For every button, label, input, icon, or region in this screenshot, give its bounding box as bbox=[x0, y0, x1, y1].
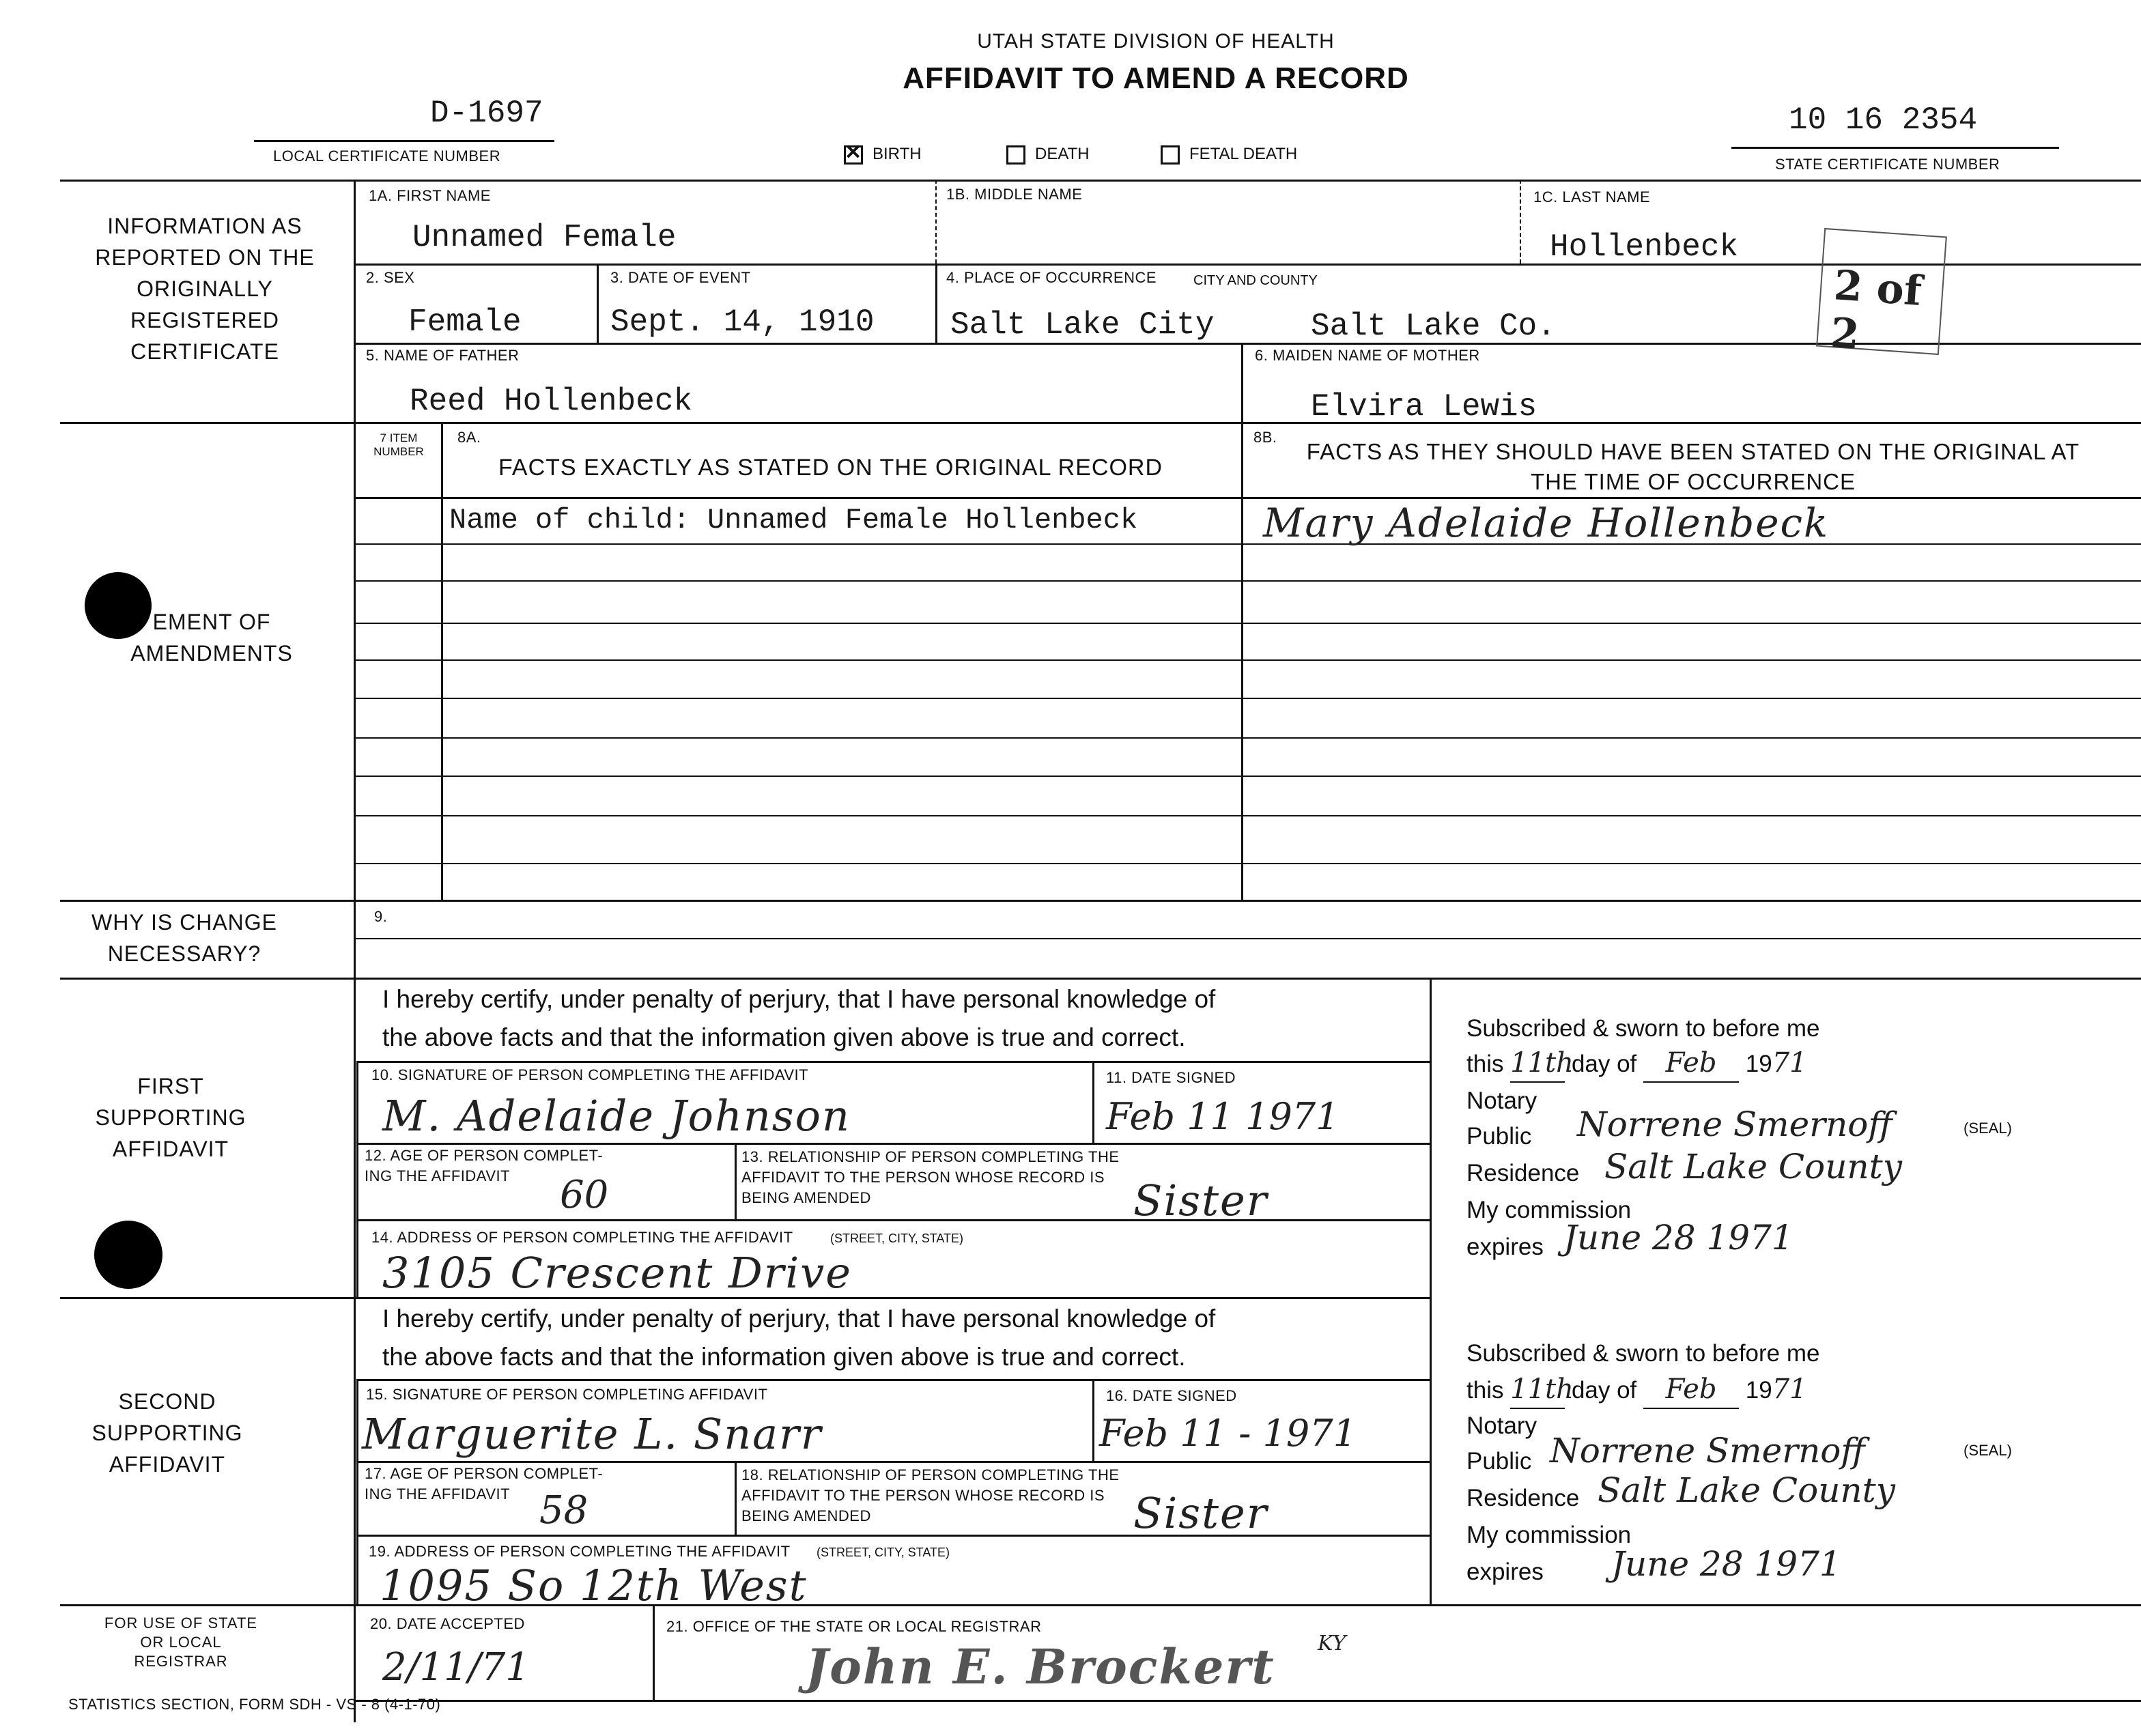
notary1-residence-value[interactable]: Salt Lake County bbox=[1604, 1147, 1902, 1186]
first-age-value[interactable]: 60 bbox=[560, 1173, 609, 1217]
notary1-date-line bbox=[1466, 1044, 1807, 1083]
first-certify-line-2: the above facts and that the information given above is true and correct. bbox=[382, 1023, 1186, 1051]
local-certificate-number: D-1697 bbox=[430, 96, 543, 131]
first-relationship-label-3: BEING AMENDED bbox=[741, 1189, 871, 1206]
notary2-month-value[interactable]: Feb bbox=[1643, 1371, 1739, 1409]
first-name-value: Unnamed Female bbox=[412, 220, 677, 255]
row1-original-value: Name of child: Unnamed Female Hollenbeck bbox=[449, 504, 1138, 537]
section-label-why: WHY IS CHANGE NECESSARY? bbox=[91, 910, 277, 966]
father-name-value: Reed Hollenbeck bbox=[410, 384, 693, 419]
notary2-year-suffix[interactable]: 71 bbox=[1772, 1374, 1807, 1405]
second-date-signed-label: 16. DATE SIGNED bbox=[1106, 1387, 1237, 1404]
county-value: Salt Lake Co. bbox=[1311, 309, 1556, 344]
first-age-label-1: 12. AGE OF PERSON COMPLET- bbox=[365, 1147, 604, 1164]
first-signature-label: 10. SIGNATURE OF PERSON COMPLETING THE AFFIDAVIT bbox=[371, 1066, 809, 1083]
first-signature-value[interactable]: M. Adelaide Johnson bbox=[382, 1091, 851, 1141]
first-date-signed-value[interactable]: Feb 11 1971 bbox=[1106, 1095, 1339, 1138]
city-value: Salt Lake City bbox=[950, 307, 1215, 343]
section-label-info: INFORMATION AS REPORTED ON THE ORIGINALLY REGISTERED CERTIFICATE bbox=[95, 214, 315, 364]
section-label-registrar: FOR USE OF STATE OR LOCAL REGISTRAR bbox=[104, 1614, 258, 1670]
date-of-event-label: 3. DATE OF EVENT bbox=[610, 269, 751, 286]
second-signature-label: 15. SIGNATURE OF PERSON COMPLETING AFFIDAVIT bbox=[366, 1386, 768, 1403]
second-address-value[interactable]: 1095 So 12th West bbox=[380, 1561, 808, 1610]
notary1-month-value[interactable]: Feb bbox=[1643, 1044, 1739, 1083]
checkbox-death[interactable] bbox=[1006, 145, 1090, 165]
item-number-label: 7 ITEM NUMBER bbox=[373, 431, 424, 458]
notary1-name-value[interactable]: Norrene Smernoff bbox=[1577, 1105, 1892, 1144]
second-signature-value[interactable]: Marguerite L. Snarr bbox=[362, 1409, 823, 1459]
first-address-sub-label: (STREET, CITY, STATE) bbox=[830, 1232, 964, 1245]
first-date-signed-label: 11. DATE SIGNED bbox=[1106, 1069, 1236, 1086]
sex-label: 2. SEX bbox=[366, 269, 415, 286]
notary2-this: this bbox=[1466, 1377, 1504, 1404]
column-8a-title: FACTS EXACTLY AS STATED ON THE ORIGINAL RECORD bbox=[498, 455, 1163, 481]
first-certify-line-1: I hereby certify, under penalty of perjury, that I have personal knowledge of bbox=[382, 985, 1216, 1013]
second-age-value[interactable]: 58 bbox=[539, 1488, 589, 1533]
mother-name-value: Elvira Lewis bbox=[1311, 389, 1537, 425]
notary2-name-value[interactable]: Norrene Smernoff bbox=[1550, 1431, 1865, 1470]
notary1-commission-label: My commission bbox=[1466, 1197, 1632, 1223]
date-accepted-value[interactable]: 2/11/71 bbox=[382, 1645, 530, 1690]
notary1-public-label: Public bbox=[1466, 1123, 1532, 1150]
notary2-expires-value[interactable]: June 28 1971 bbox=[1611, 1544, 1841, 1584]
second-date-signed-value[interactable]: Feb 11 - 1971 bbox=[1099, 1412, 1357, 1455]
second-certify-line-2: the above facts and that the information given above is true and correct. bbox=[382, 1343, 1186, 1371]
checkbox-death-box[interactable] bbox=[1006, 145, 1025, 165]
local-certificate-label: LOCAL CERTIFICATE NUMBER bbox=[273, 147, 501, 165]
notary2-public-label: Public bbox=[1466, 1448, 1532, 1475]
notary2-subscribed: Subscribed & sworn to before me bbox=[1466, 1340, 1820, 1367]
column-8b-number: 8B. bbox=[1253, 429, 1277, 446]
notary2-date-line bbox=[1466, 1371, 1807, 1409]
second-address-label: 19. ADDRESS OF PERSON COMPLETING THE AFFIDAVIT bbox=[369, 1543, 791, 1560]
section-label-first-affidavit: FIRST SUPPORTING AFFIDAVIT bbox=[95, 1074, 246, 1161]
notary2-day-value[interactable]: 11th bbox=[1510, 1371, 1565, 1409]
first-name-label: 1A. FIRST NAME bbox=[369, 187, 491, 204]
second-relationship-label-3: BEING AMENDED bbox=[741, 1507, 871, 1524]
page-stamp-text: 2 of 2 bbox=[1829, 261, 1924, 359]
notary1-seal: (SEAL) bbox=[1963, 1120, 2012, 1137]
form-title: AFFIDAVIT TO AMEND A RECORD bbox=[903, 61, 1409, 95]
notary2-notary-label: Notary bbox=[1466, 1412, 1537, 1439]
notary2-seal: (SEAL) bbox=[1963, 1442, 2012, 1459]
mother-name-label: 6. MAIDEN NAME OF MOTHER bbox=[1255, 347, 1480, 364]
checkbox-fetal-death[interactable] bbox=[1161, 145, 1297, 165]
checkbox-fetal-death-label: FETAL DEATH bbox=[1189, 145, 1298, 163]
checkbox-birth-label: BIRTH bbox=[873, 145, 922, 163]
notary1-expires-label: expires bbox=[1466, 1234, 1544, 1260]
first-address-label: 14. ADDRESS OF PERSON COMPLETING THE AFFIDAVIT bbox=[371, 1229, 793, 1246]
first-relationship-label-1: 13. RELATIONSHIP OF PERSON COMPLETING THE bbox=[741, 1148, 1120, 1165]
second-age-label-1: 17. AGE OF PERSON COMPLET- bbox=[365, 1465, 604, 1482]
why-number: 9. bbox=[374, 908, 388, 925]
last-name-label: 1C. LAST NAME bbox=[1533, 188, 1651, 205]
section-label-statement: EMENT OF AMENDMENTS bbox=[130, 610, 293, 666]
notary1-day-value[interactable]: 11th bbox=[1510, 1044, 1565, 1083]
second-address-sub-label: (STREET, CITY, STATE) bbox=[817, 1546, 950, 1559]
date-accepted-label: 20. DATE ACCEPTED bbox=[370, 1615, 525, 1632]
notary2-residence-label: Residence bbox=[1466, 1485, 1580, 1511]
state-certificate-number: 10 16 2354 bbox=[1789, 102, 1978, 138]
page-stamp bbox=[1816, 228, 1947, 359]
last-name-value: Hollenbeck bbox=[1550, 229, 1739, 265]
notary2-expires-label: expires bbox=[1466, 1559, 1544, 1585]
row1-corrected-value: Mary Adelaide Hollenbeck bbox=[1263, 500, 1830, 546]
notary1-this: this bbox=[1466, 1051, 1504, 1077]
checkbox-birth-box[interactable]: ✕ bbox=[845, 141, 862, 164]
first-address-value[interactable]: 3105 Crescent Drive bbox=[382, 1248, 852, 1298]
father-name-label: 5. NAME OF FATHER bbox=[366, 347, 520, 364]
date-of-event-value: Sept. 14, 1910 bbox=[610, 304, 875, 340]
checkbox-death-label: DEATH bbox=[1035, 145, 1090, 163]
registrar-office-label: 21. OFFICE OF THE STATE OR LOCAL REGISTRAR bbox=[666, 1618, 1042, 1635]
column-8a-number: 8A. bbox=[457, 429, 481, 446]
form-footer: STATISTICS SECTION, FORM SDH - VS - 8 (4-1-70) bbox=[68, 1696, 441, 1713]
notary2-year-prefix: 19 bbox=[1745, 1377, 1772, 1404]
first-age-label-2: ING THE AFFIDAVIT bbox=[365, 1167, 511, 1184]
punch-hole bbox=[94, 1221, 162, 1289]
notary1-year-suffix[interactable]: 71 bbox=[1772, 1047, 1807, 1079]
registrar-office-signature: John E. Brockert bbox=[806, 1638, 1275, 1695]
sex-value: Female bbox=[408, 304, 522, 340]
place-label: 4. PLACE OF OCCURRENCE bbox=[946, 269, 1157, 286]
notary1-expires-value[interactable]: June 28 1971 bbox=[1563, 1218, 1793, 1257]
notary1-day-of: day of bbox=[1571, 1051, 1637, 1077]
first-relationship-value[interactable]: Sister bbox=[1133, 1176, 1268, 1225]
agency-name: UTAH STATE DIVISION OF HEALTH bbox=[977, 30, 1335, 53]
notary1-subscribed: Subscribed & sworn to before me bbox=[1466, 1015, 1820, 1042]
column-8b-title: FACTS AS THEY SHOULD HAVE BEEN STATED ON THE ORIGINAL AT THE TIME OF OCCURRENCE bbox=[1306, 439, 2080, 494]
second-certify-line-1: I hereby certify, under penalty of perjury, that I have personal knowledge of bbox=[382, 1305, 1216, 1333]
section-label-second-affidavit: SECOND SUPPORTING AFFIDAVIT bbox=[91, 1389, 243, 1477]
state-certificate-label: STATE CERTIFICATE NUMBER bbox=[1775, 156, 2000, 173]
notary1-year-prefix: 19 bbox=[1745, 1051, 1772, 1077]
second-relationship-label-2: AFFIDAVIT TO THE PERSON WHOSE RECORD IS bbox=[741, 1487, 1105, 1504]
second-relationship-value[interactable]: Sister bbox=[1133, 1488, 1268, 1538]
notary2-residence-value[interactable]: Salt Lake County bbox=[1598, 1470, 1895, 1510]
notary2-commission-label: My commission bbox=[1466, 1522, 1632, 1548]
checkbox-fetal-death-box[interactable] bbox=[1161, 145, 1180, 165]
notary1-notary-label: Notary bbox=[1466, 1087, 1537, 1114]
second-age-label-2: ING THE AFFIDAVIT bbox=[365, 1485, 511, 1503]
checkbox-birth[interactable] bbox=[844, 141, 922, 165]
notary2-day-of: day of bbox=[1571, 1377, 1637, 1404]
middle-name-label: 1B. MIDDLE NAME bbox=[946, 186, 1083, 203]
notary1-residence-label: Residence bbox=[1466, 1160, 1580, 1186]
registrar-initials: KY bbox=[1318, 1632, 1346, 1655]
second-relationship-label-1: 18. RELATIONSHIP OF PERSON COMPLETING THE bbox=[741, 1466, 1120, 1483]
place-sub-label: CITY AND COUNTY bbox=[1193, 273, 1318, 288]
first-relationship-label-2: AFFIDAVIT TO THE PERSON WHOSE RECORD IS bbox=[741, 1169, 1105, 1186]
